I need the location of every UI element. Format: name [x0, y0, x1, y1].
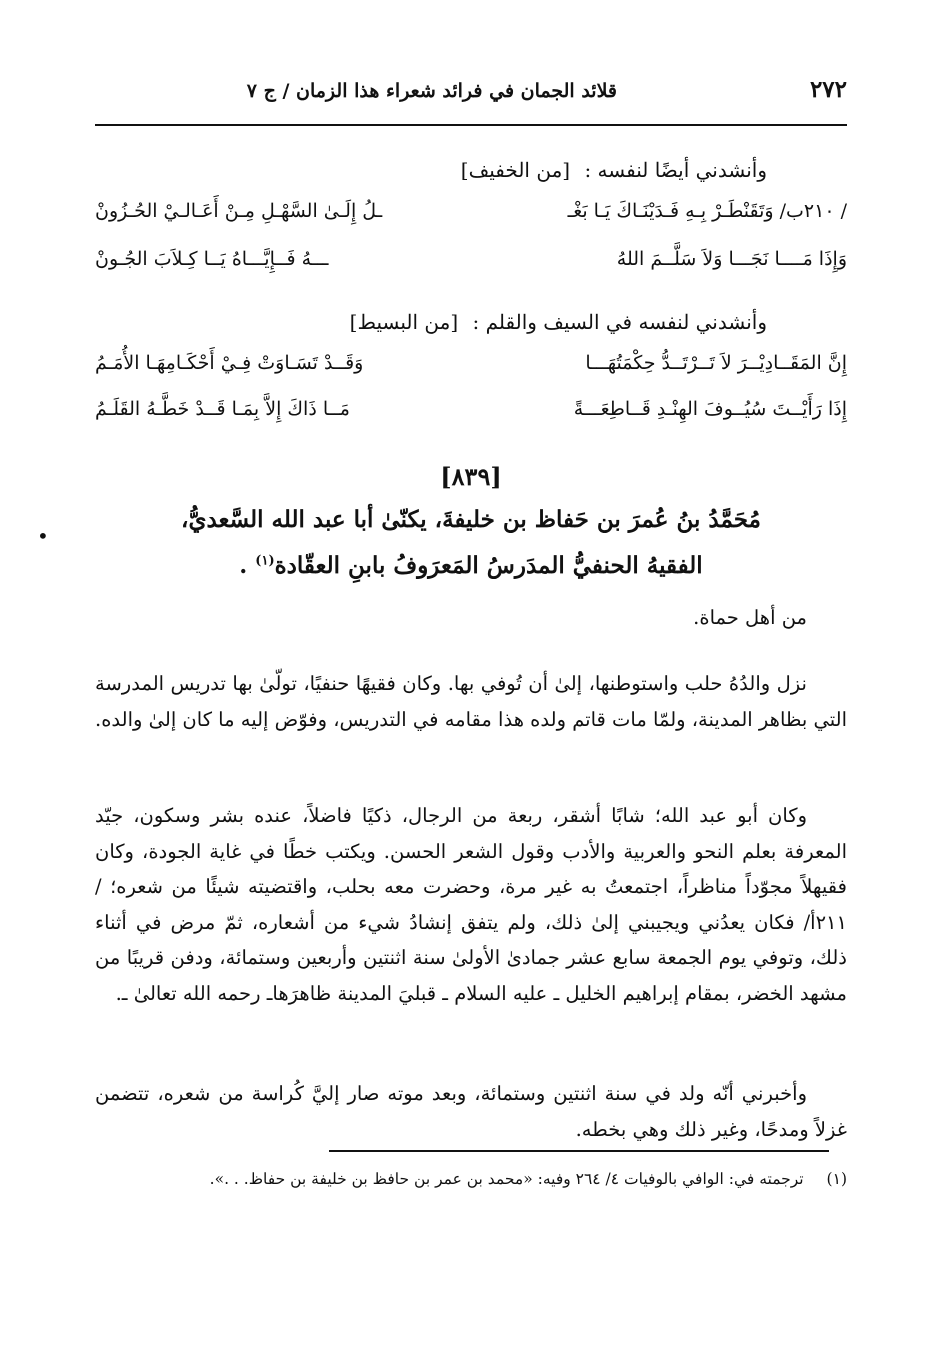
entry-title-text: الفقيهُ الحنفيُّ المدَرسُ المَعرَوفُ بابنِ العقّادة [274, 552, 703, 579]
verse-hemistich-first: إِنَّ المَقَــادِيْــرَ لاَ تَــرْتَــدُّ حِكْمَتُهَـــا [585, 352, 847, 374]
footnote [95, 1170, 847, 1188]
verse-hemistich-first: إِذَا رَأَيْــتَ سُيُــوفَ الهِنْـدِ قَــاطِعَـــةً [573, 398, 847, 420]
footnote-ref: (١) [255, 553, 275, 569]
entry-title-line1: مُحَمَّدُ بنُ عُمرَ بن حَفاظ بن خليفةَ، يكنّىٰ أبا عبد الله السَّعديُّ، [181, 506, 761, 533]
poem1-intro [461, 158, 767, 182]
page-number: ٢٧٢ [809, 76, 847, 103]
poem2-intro [350, 310, 767, 334]
footnote-mark: (١) [826, 1170, 847, 1188]
poem2-intro-text: وأنشدني لنفسه في السيف والقلم : [472, 310, 767, 334]
header-rule [95, 124, 847, 126]
paragraph: وكان أبو عبد الله؛ شابًا أشقر، ربعة من الرجال، ذكيًا فاضلاً، عنده بشر وسكون، جيّد المعرفة بعلم النحو والعربية والأدب وقول الشعر الحسن. ويكتب خطًا في غاية الجودة، وكان فقيهلاً مجوّداً مناظراً، اجتمعتُ به غير مرة، وحضرت معه بحلب، واقتضيته شيئًا من شعره؛ / ٢١١أ/ فكان يعدُني ويجيبني إلىٰ ذلك، ولم يتفق إنشادُ شيء من أشعاره، ثمّ مرض في أثناء ذلك، وتوفي يوم الجمعة سابع عشر جمادىٰ الأولىٰ سنة اثنتين وأربعين وستمائة، ودفن قريبًا من مشهد الخضر، بمقام إبراهيم الخليل ـ عليه السلام ـ قبليَ المدينة ظاهرَهاـ رحمه الله تعالىٰ ـ. [95, 804, 847, 1005]
paragraph: نزل والدُهُ حلب واستوطنها، إلىٰ أن تُوفي بها. وكان فقيهًا حنفيًا، تولّىٰ بها تدريس المدرسة التي بظاهر المدينة، ولمّا مات قاتم ولده هذا مقامه في التدريس، وفوّض إليه ما كان إلىٰ والده. [95, 672, 847, 731]
running-title: قلائد الجمان في فرائد شعراء هذا الزمان / ج ٧ [246, 80, 617, 102]
book-page [37, 62, 847, 1312]
poem2-meter: [من البسيط] [349, 310, 459, 334]
footnote-rule [329, 1150, 829, 1152]
footnote-text: ترجمته في: الوافي بالوفيات ٤/ ٢٦٤ وفيه: «محمد بن عمر بن حافظ بن خليفة بن حفاظ. . .». [209, 1170, 804, 1188]
paragraph: من أهل حماة. [693, 606, 807, 629]
entry-number: [٨٣٩] [440, 462, 502, 491]
poem2-verse [95, 352, 847, 386]
poem1-verse [95, 200, 847, 234]
verse-hemistich-second: ـلُ إِلَـىٰ السَّهْـلِ مِـنْ أَعَـالـيْ الحُـزُونْ [95, 200, 383, 222]
bullet-mark: • [37, 524, 49, 548]
verse-hemistich-second: وَقَــدْ تَسَـاوَتْ فِـيْ أَحْكَـامِهَـا الأُمَـمُ [95, 352, 364, 374]
page-header [95, 76, 847, 116]
verse-hemistich-first: وَإِذَا مَــــا نَجَـــا وَلاَ سَلَّــمَ اللهُ [616, 248, 847, 270]
poem2-verse [95, 398, 847, 432]
entry-title-end: . [239, 552, 256, 579]
verse-hemistich-first: / ٢١٠ب/ وَتَقَنْطَـرْ بِـهِ فَـدَيْنَـاكَ يَـا بَغْـ [567, 200, 847, 222]
poem1-intro-text: وأنشدني أيضًا لنفسه : [584, 158, 767, 182]
poem1-verse [95, 248, 847, 282]
entry-title-line2 [95, 552, 847, 579]
poem1-meter: [من الخفيف] [460, 158, 571, 182]
verse-hemistich-second: مَــا ذَاكَ إِلاَّ بِمَـا قَــدْ خَطَّـهُ القَلَـمُ [95, 398, 350, 420]
paragraph: وأخبرني أنّه ولد في سنة اثنتين وستمائة، وبعد موته صار إليَّ كُراسة من شعره، تتضمن غزلاً ومدحًا، وغير ذلك وهي بخطه. [95, 1082, 847, 1141]
verse-hemistich-second: ـــهُ فَــإِيَّـــاهُ يَــا كِـلاَبَ الجُـونْ [95, 248, 329, 270]
